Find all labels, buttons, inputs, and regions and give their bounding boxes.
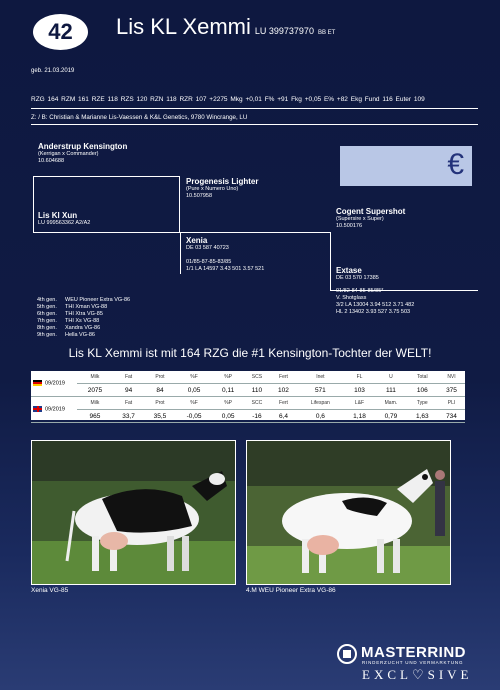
logo-name: MASTERRIND [361, 644, 466, 661]
great-grandsire-parents: (Kerrigan x Commander) [38, 151, 99, 157]
table-cell: 571 [297, 384, 344, 397]
german-flag-icon [33, 380, 42, 386]
table-cell: 6,4 [270, 410, 297, 423]
pedigree-line [33, 232, 180, 233]
table-cell: 0,05 [212, 410, 243, 423]
pedigree-dam [186, 236, 264, 273]
logo-exclusive: EXCL♡SIVE [362, 667, 473, 682]
table-cell: 965 [77, 410, 113, 423]
proof-date-de: 09/2019 [31, 371, 77, 397]
headline: Lis KL Xemmi ist mit 164 RZG die #1 Kensington-Tochter der WELT! [68, 346, 432, 360]
lot-number-badge: 42 [33, 14, 88, 50]
table-cell: 0,6 [297, 410, 344, 423]
table-header: NVI [438, 371, 465, 384]
table-header: SCC [244, 397, 270, 410]
table-cell: 102 [270, 384, 297, 397]
generation-row: 6th gen. THI Xtra VG-85 [37, 311, 103, 317]
photo-caption-dam: Xenia VG-85 [31, 587, 69, 594]
logo-tagline: RINDERZUCHT UND VERMARKTUNG [362, 660, 464, 665]
table-cell: 2075 [77, 384, 113, 397]
divider [31, 108, 478, 109]
table-cell: 1,18 [344, 410, 375, 423]
generation-row: 7th gen. THI Xs VG-88 [37, 318, 100, 324]
table-cell: 1,63 [407, 410, 438, 423]
table-header: Inet [297, 371, 344, 384]
table-header: Fert [270, 371, 297, 384]
maternal-grandsire-name: Cogent Supershot [336, 207, 406, 216]
dam-yield: 1/1 LA 14597 3.43 501 3.57 521 [186, 266, 265, 272]
photo-caption-ancestor: 4.M WEU Pioneer Extra VG-86 [246, 587, 336, 594]
great-grandsire-name: Anderstrup Kensington [38, 142, 128, 151]
table-header: %P [212, 371, 243, 384]
table-cell: 111 [375, 384, 406, 397]
table-header: Fat [113, 397, 144, 410]
pedigree-granddam [336, 266, 414, 316]
table-header: U [375, 371, 406, 384]
cow-photo-illustration [247, 441, 450, 584]
proof-table [31, 371, 465, 420]
table-cell: 84 [144, 384, 175, 397]
generation-row: 9th gen. Hella VG-86 [37, 332, 95, 338]
table-cell: 35,5 [144, 410, 175, 423]
pedigree-line [179, 176, 180, 232]
divider [31, 124, 478, 125]
table-cell: 734 [438, 410, 465, 423]
dam-lactations: 01/85-87-85-83/85 [186, 259, 232, 265]
generations-list [37, 297, 130, 339]
cow-photo-illustration [32, 441, 235, 584]
grandsire-parents: (Pure x Numero Uno) [186, 186, 239, 192]
great-grandsire-reg: 10.604688 [38, 158, 64, 164]
table-header: %F [176, 371, 213, 384]
registration-number: LU 399737970 [254, 26, 314, 36]
granddam-name: Extase [336, 266, 362, 275]
cow-photo-dam [31, 440, 236, 585]
generation-row: 4th gen. WEU Pioneer Extra VG-86 [37, 297, 131, 303]
table-header: FL [344, 371, 375, 384]
table-cell: -16 [244, 410, 270, 423]
table-row [31, 410, 465, 423]
pedigree-line [330, 232, 331, 290]
table-cell: 33,7 [113, 410, 144, 423]
maternal-grandsire-reg: 10.500176 [336, 223, 362, 229]
table-row [31, 384, 465, 397]
grandsire-name: Progenesis Lighter [186, 177, 259, 186]
pedigree-line [180, 232, 181, 274]
cow-photo-ancestor [246, 440, 451, 585]
table-cell: 103 [344, 384, 375, 397]
pedigree-grandsire [186, 177, 258, 200]
table-header: %F [176, 397, 213, 410]
table-cell: 110 [244, 384, 270, 397]
animal-title [116, 14, 335, 40]
table-header: Lifespan [297, 397, 344, 410]
granddam-lactations: 01/82-84-85-85/85* [336, 288, 384, 294]
price-box [340, 146, 472, 186]
pedigree-great-grandsire [38, 142, 127, 165]
generation-row: 5th gen. THI Xman VG-88 [37, 304, 108, 310]
table-cell: 106 [407, 384, 438, 397]
table-header: L&F [344, 397, 375, 410]
granddam-sire: V. Shotglass [336, 295, 367, 301]
table-header-row [31, 397, 465, 410]
dam-reg: DE 03 587 40723 [186, 245, 229, 251]
table-header: Mam. [375, 397, 406, 410]
uk-flag-icon [33, 406, 42, 412]
birth-date: geb. 21.03.2019 [31, 68, 75, 74]
table-header: Fat [113, 371, 144, 384]
table-header: Type [407, 397, 438, 410]
table-header: Prot [144, 397, 175, 410]
sire-name: Lis Kl Xun [38, 211, 78, 220]
table-header: SCS [244, 371, 270, 384]
pedigree-maternal-grandsire [336, 207, 405, 230]
table-header-row [31, 371, 465, 384]
table-header: Total [407, 371, 438, 384]
breeding-values: RZG 164 RZM 161 RZE 118 RZS 120 RZN 118 RZR 107 +2275 Mkg +0,01 F% +91 Fkg +0,05 E% +82 Ekg Fund 116 Euter 109 [31, 96, 425, 103]
granddam-yield-2: HL 2 13402 3.93 527 3.75 503 [336, 309, 411, 315]
table-header: Milk [77, 371, 113, 384]
table-header: Prot [144, 371, 175, 384]
animal-name: Lis KL Xemmi [116, 14, 251, 39]
grandsire-reg: 10.507958 [186, 193, 212, 199]
table-cell: 94 [113, 384, 144, 397]
table-cell: 375 [438, 384, 465, 397]
table-cell: 0,11 [212, 384, 243, 397]
pedigree-line [33, 176, 34, 232]
pedigree-sire [38, 211, 90, 227]
generation-row: 8th gen. Xandra VG-86 [37, 325, 101, 331]
table-header: PLI [438, 397, 465, 410]
dam-name: Xenia [186, 236, 208, 245]
animal-codes: BB ET [317, 30, 336, 36]
granddam-yield-1: 3/2 LA 13004 3.94 512 3.71 482 [336, 302, 415, 308]
owner-breeder: Z: / B: Christian & Marianne Lis-Vaessen & K&L Genetics, 9780 Wincrange, LU [31, 114, 248, 121]
euro-icon: € [447, 148, 464, 181]
table-cell: -0,05 [176, 410, 213, 423]
pedigree-line [33, 176, 179, 177]
table-header: %P [212, 397, 243, 410]
table-cell: 0,79 [375, 410, 406, 423]
granddam-reg: DE 03 570 17385 [336, 275, 379, 281]
pedigree-line [180, 232, 330, 233]
sire-reg: LU 999563362 A2/A2 [38, 220, 91, 226]
maternal-grandsire-parents: (Supersire x Super) [336, 216, 384, 222]
masterrind-logo-icon [337, 644, 357, 664]
proof-date-uk: 09/2019 [31, 397, 77, 423]
table-header: Milk [77, 397, 113, 410]
table-cell: 0,05 [176, 384, 213, 397]
table-header: Fert [270, 397, 297, 410]
